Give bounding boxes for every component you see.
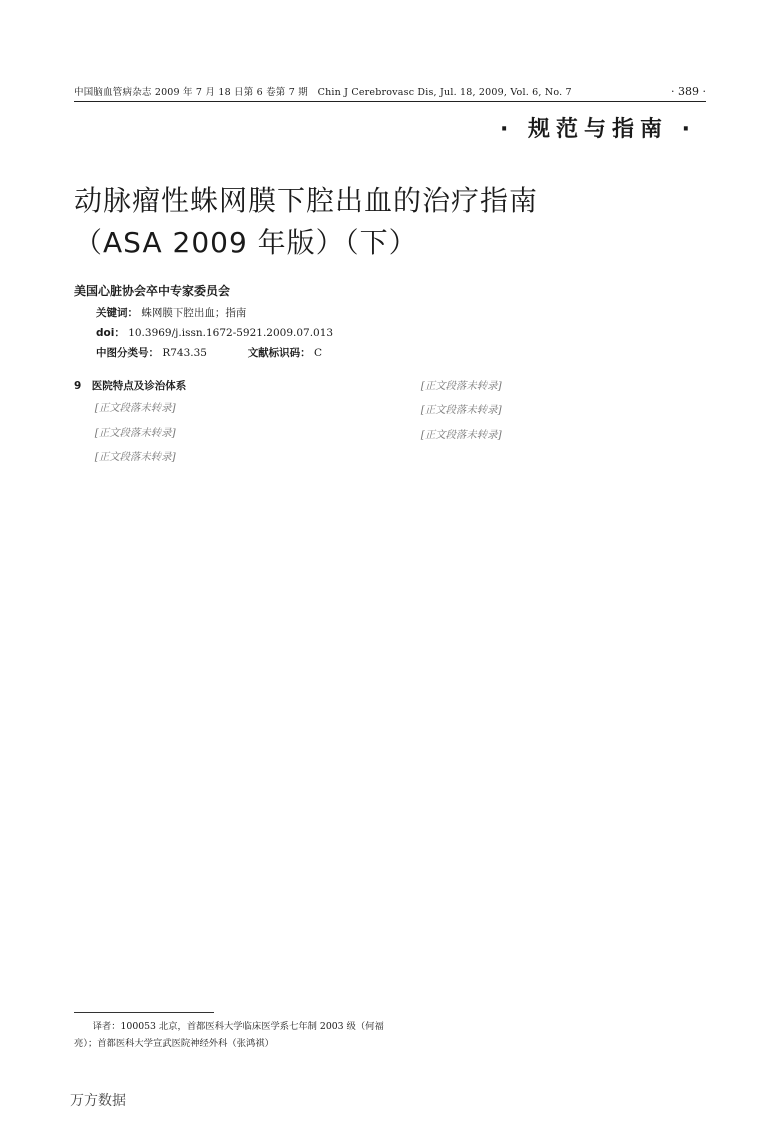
doi-row (96, 323, 333, 343)
body-column-left (74, 376, 380, 472)
article-meta (96, 303, 333, 363)
article-title (74, 180, 694, 264)
page-number: · 389 · (671, 85, 706, 98)
keywords-value: 蛛网膜下腔出血；指南 (141, 307, 247, 319)
footnote-divider (74, 1012, 214, 1013)
keywords-row (96, 303, 333, 323)
section-label: · 规范与指南 · (499, 117, 696, 142)
section-heading: 9 医院特点及诊治体系 (74, 380, 187, 392)
watermark: 万方数据 (70, 1093, 126, 1109)
omitted-paragraph: [正文段落未转录] (94, 402, 176, 415)
classification-row (96, 343, 333, 363)
omitted-paragraph: [正文段落未转录] (420, 428, 502, 441)
omitted-paragraph: [正文段落未转录] (94, 426, 176, 439)
author: 美国心脏协会卒中专家委员会 (74, 284, 231, 298)
clc-label: 中图分类号： (96, 347, 159, 359)
doi-label: doi： (96, 327, 125, 339)
keywords-label: 关键词： (96, 307, 138, 319)
doi-value: 10.3969/j.issn.1672-5921.2009.07.013 (128, 327, 334, 339)
clc-value: R743.35 (162, 347, 207, 359)
omitted-paragraph: [正文段落未转录] (94, 451, 176, 464)
title-line-2: （ASA 2009 年版）（下） (74, 226, 418, 259)
journal-citation: 中国脑血管病杂志 2009 年 7 月 18 日第 6 卷第 7 期 Chin J Cerebrovasc Dis, Jul. 18, 2009, Vol. 6, No. 7 (74, 87, 572, 98)
omitted-paragraph: [正文段落未转录] (420, 380, 502, 392)
omitted-paragraph: [正文段落未转录] (420, 404, 502, 417)
body-column-right (400, 376, 706, 449)
translator-footnote: 译者：100053 北京，首都医科大学临床医学系七年制 2003 级（何福亮）；首都医科大学宣武医院神经外科（张鸿祺） (74, 1021, 384, 1049)
title-line-1: 动脉瘤性蛛网膜下腔出血的治疗指南 (74, 184, 539, 217)
running-header (74, 78, 706, 102)
doccode-value: C (314, 347, 323, 359)
doccode-label: 文献标识码： (247, 347, 311, 359)
